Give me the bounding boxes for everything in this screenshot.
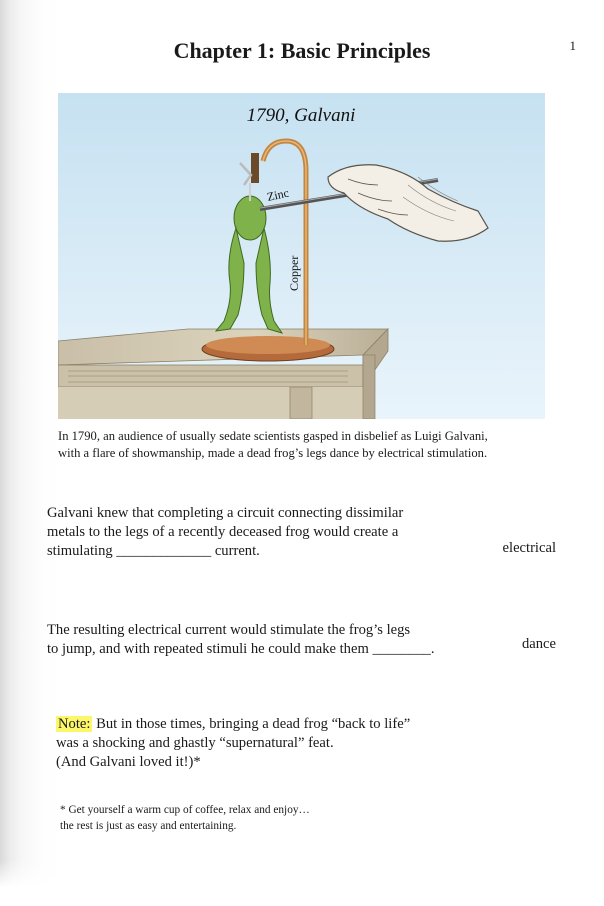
note-block [56, 715, 476, 772]
footnote-line: the rest is just as easy and entertaining. [60, 820, 237, 832]
note-line: (And Galvani loved it!)* [56, 754, 201, 770]
galvani-illustration [58, 93, 545, 419]
hook [251, 153, 259, 183]
page-bottom-shade [0, 860, 604, 906]
note-text: But in those times, bringing a dead frog “back to life” [92, 716, 411, 732]
chapter-title: Chapter 1: Basic Principles [173, 38, 431, 63]
frame-2-line: to jump, and with repeated stimuli he could make them ________. [47, 641, 435, 657]
note-line [56, 715, 476, 734]
frame-1-question [47, 504, 457, 561]
frame-2-question [47, 621, 457, 659]
frame-1-line: stimulating _____________ current. [47, 543, 260, 559]
illustration-heading: 1790, Galvani [246, 105, 356, 126]
frame-1-answer: electrical [502, 540, 556, 556]
note-label-highlight: Note: [58, 716, 91, 732]
table-leg-area [58, 387, 363, 419]
caption-line: with a flare of showmanship, made a dead frog’s legs dance by electrical stimulation. [58, 446, 488, 460]
illustration-caption [58, 428, 558, 462]
note-line: was a shocking and ghastly “supernatural” feat. [56, 735, 334, 751]
frog-experiment-drawing [58, 93, 545, 419]
zinc-label: Zinc [265, 185, 291, 204]
table-leg [290, 387, 312, 419]
footnote [60, 802, 460, 834]
frame-2-line: The resulting electrical current would stimulate the frog’s legs [47, 622, 411, 638]
frame-1-line: metals to the legs of a recently deceased frog would create a [47, 524, 399, 540]
page-number: 1 [569, 38, 576, 53]
wooden-base-top [206, 336, 330, 354]
frame-2-answer: dance [521, 636, 556, 652]
caption-line: In 1790, an audience of usually sedate scientists gasped in disbelief as Luigi Galvani, [58, 429, 488, 443]
table-leg-back [363, 355, 375, 419]
copper-label: Copper [287, 255, 301, 291]
footnote-line: * Get yourself a warm cup of coffee, relax and enjoy… [60, 804, 310, 816]
frame-1-line: Galvani knew that completing a circuit connecting dissimilar [47, 505, 404, 521]
